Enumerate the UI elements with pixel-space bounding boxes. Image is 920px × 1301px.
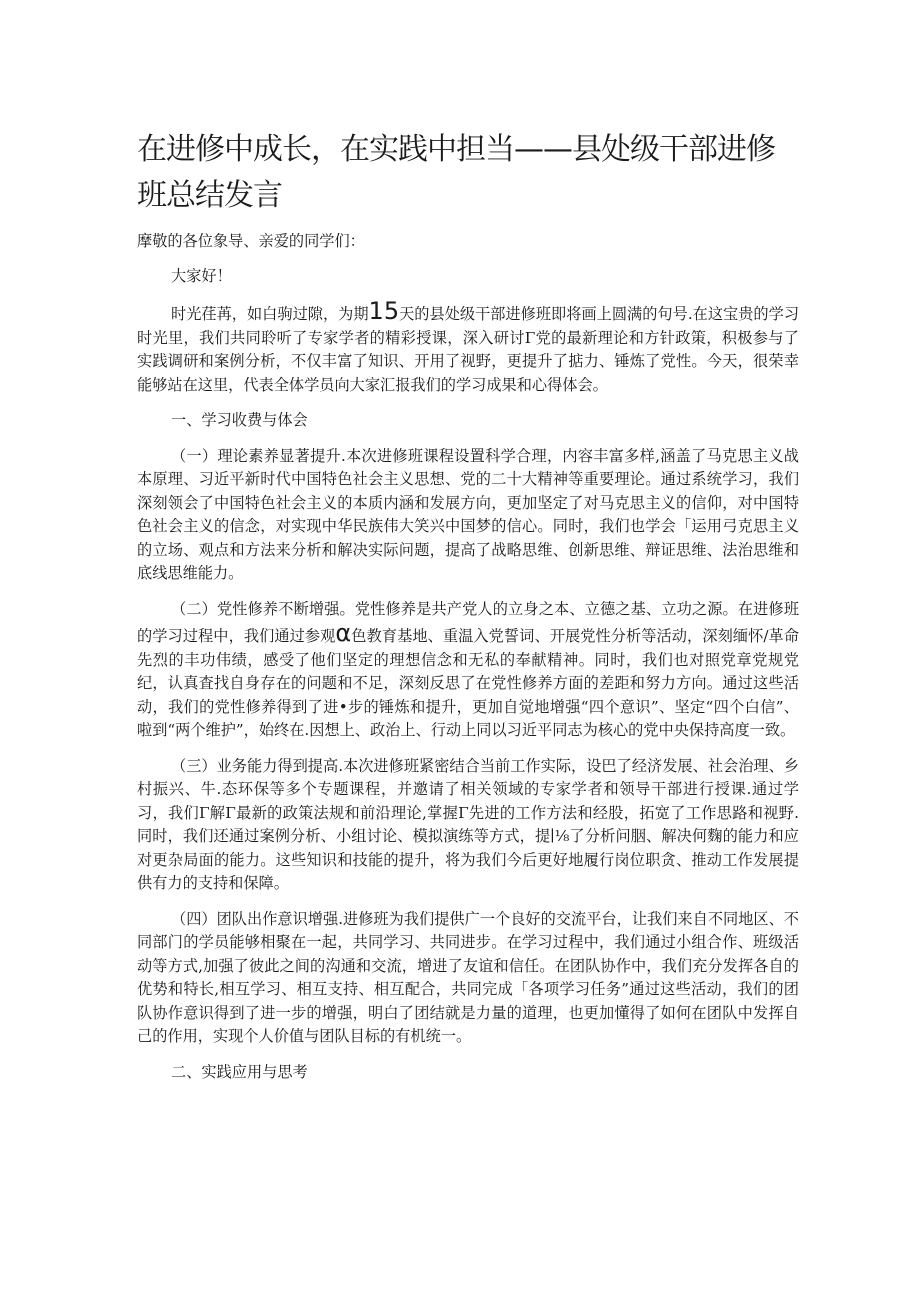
paragraph-teamwork: （四）团队出作意识增强.进修班为我们提供广一个良好的交流平台，让我们来自不同地区、不同部门的学员能够相聚在一起，共同学习、共同进步。在学习过程中，我们通过小组合作、班级活动等方式,加强了彼此之间的沟通和交流，增进了友谊和信任。在团队协作中，我们充分发挥各自的优势和特长,相互学习、相互支持、相互配合，共同完成「各项学习任务”通过这些活动，我们的团队协作意识得到了进一步的增强，明白了团结就是力量的道理，也更加懂得了如何在团队中发挥自己的作用，实现个人价值与团队目标的有机统一。 (137, 909, 799, 1045)
party-spirit-text-rest: 色教育基地、重温入党誓词、开展党性分析等活动，深刻缅怀/革命先烈的丰功伟绩，感受了他们坚定的理想信念和无私的奉献精神。同时，我们也对照党章党规党纪，认真査找自身存在的问题和不足，深刻反思了在党性修养方面的差距和努力方向。通过这些活动，我们的党性修养得到了进•步的锤炼和提升，更加自觉地增强“四个意识”、坚定“四个白信”、啦到“两个维护”，始终在.因想上、政治上、行动上同以习近平同志为核心的党中央保持高度一致。 (137, 627, 800, 739)
intro-days-number: 15 (368, 297, 400, 325)
document-title: 在进修中成长，在实践中担当——县处级干部进修班总结发言 (137, 132, 775, 213)
intro-paragraph (137, 299, 799, 397)
greeting: 大家好！ (171, 266, 232, 285)
document-body (137, 230, 799, 1084)
paragraph-theory: （一）理论素养显著提升.本次进修班课程设置科学合理，内容丰富多样,涵盖了马克思主义战本原理、习近平新时代中国特色社会主义思想、党的二十大精神等重要理论。通过系统学习，我们深刻领会了中国特色社会主义的本质内涵和发展方向，更加坚定了对马克思主义的信仰，对中国特色社会主义的信念，对实现中华民族伟大笑兴中国梦的信心。同时，我们也学会「运用弓克思主义的立场、观点和方法来分析和解决实际问题，提高了战略思维、创新思维、辩证思维、法治思维和底线思维能力。 (137, 446, 799, 582)
party-spirit-glyph: α (335, 619, 352, 647)
section-heading-2: 二、实践应用与思考 (171, 1062, 308, 1081)
intro-text-rest: 天的县处级干部进修班即将画上圆满的句号.在这宝贵的学习时光里，我们共同聆听了专家学者的精彩授课，深入研讨Γ党的最新理论和方针政策，积极参与了实践调研和案例分析，不仅丰富了知识、开用了视野，更提升了掂力、锤炼了党性。今天，很荣幸能够站在这里，代表全体学员向大家汇报我们的学习成果和心得体会。 (137, 305, 800, 394)
party-spirit-text-start: （二）党性修养不断增强。党性修养是共产党人的立身之本、立德之基、立功之源。在进修班的学习过程中，我们通过参观 (137, 599, 799, 645)
paragraph-business-ability: （三）业务能力得到提高.本次进修班紧密结合当前工作实际，设巴了经济发展、社会治理、乡村振兴、牛.态环保等多个专题课程，并邀请了相关领域的专家学者和领导干部进行授课.通过学习，我们Γ解Γ最新的政策法规和前沿理论,掌握Γ先进的工作方法和经股，拓宽了工作思路和视野.同时，我们还通过案例分析、小组讨论、模拟演练等方式，提∣⅛了分析问胭、解决何麴的能力和应对更杂局面的能力。这些知识和技能的提升，将为我们今后更好地履行岗位职贪、推动工作发展提供有力的支持和保障。 (137, 756, 799, 892)
paragraph-party-spirit (137, 598, 799, 743)
intro-text-start: 时光荏苒，如白驹过隙，为期 (171, 305, 369, 323)
section-heading-1: 一、学习收费与体会 (171, 411, 308, 429)
salutation: 摩敬的各位象导、亲爱的同学们： (137, 232, 365, 250)
